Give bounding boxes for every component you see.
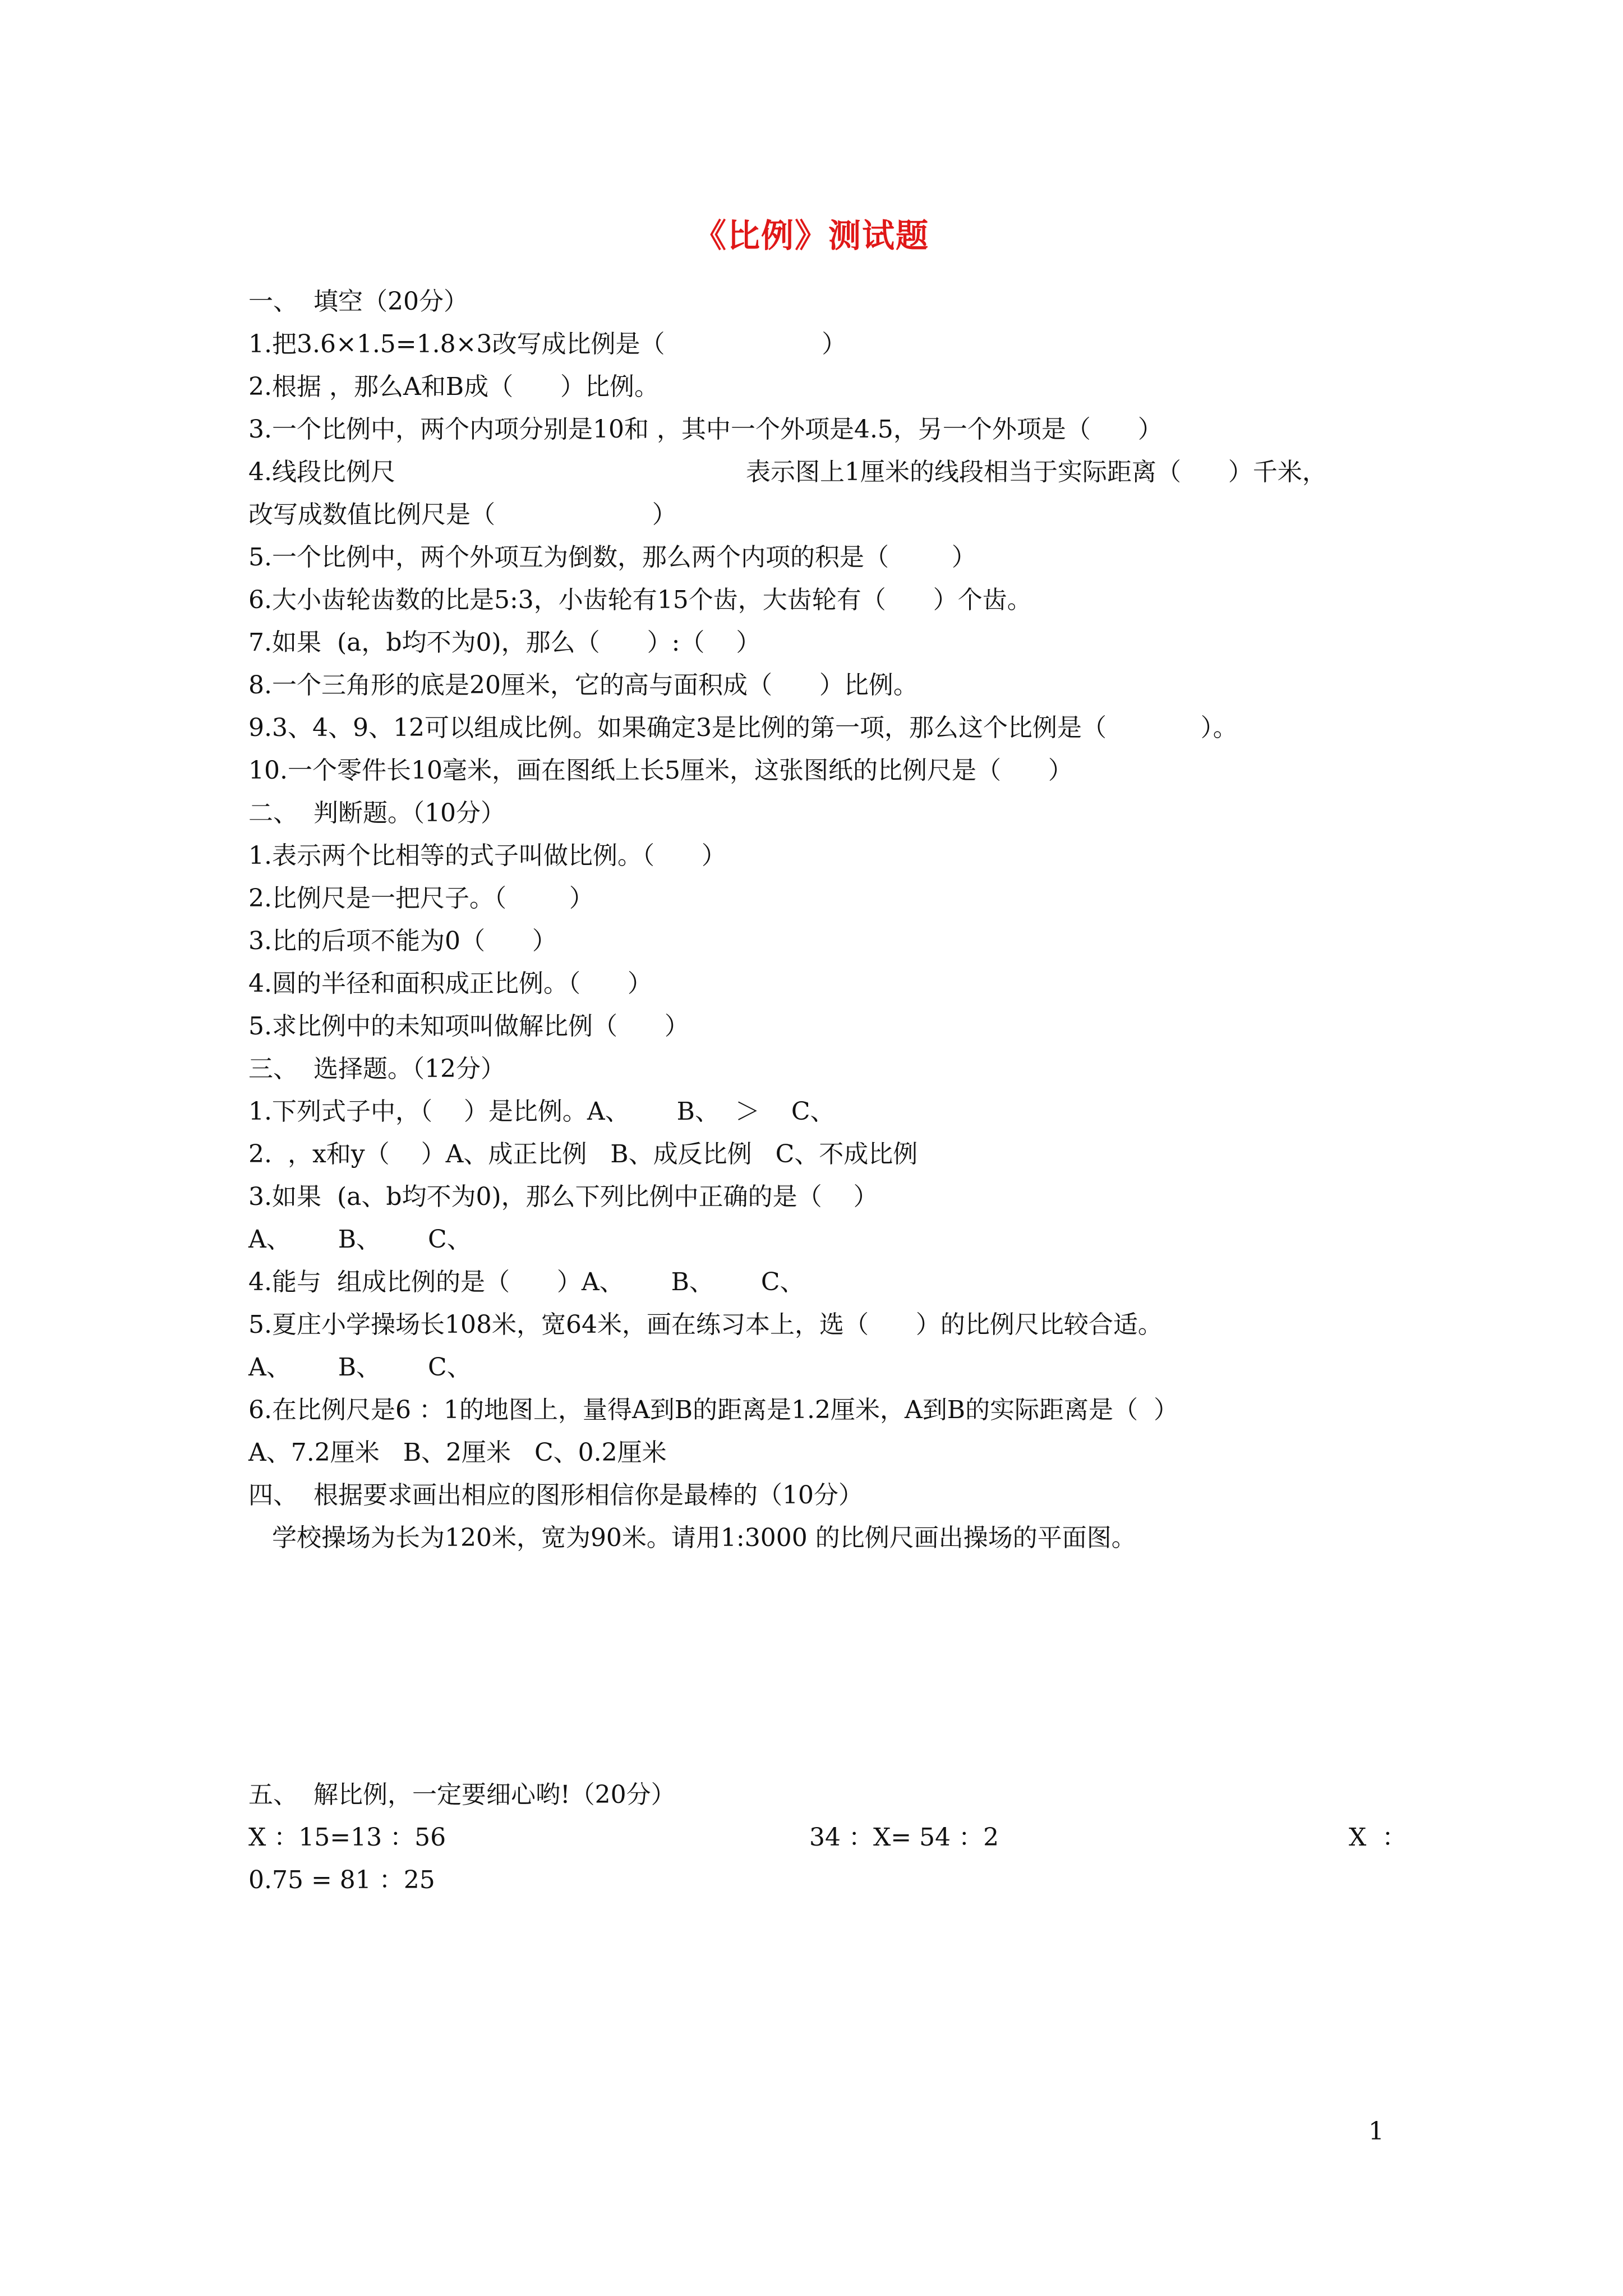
s1-question-7: 7.如果 (a，b均不为0)，那么（ ）:（ ） [248, 628, 761, 657]
s3-question-2: 2. ，x和y（ ）A、成正比例 B、成反比例 C、不成比例 [248, 1140, 918, 1168]
s5-equation-3-part-b: 0.75 = 81 ：25 [248, 1866, 435, 1894]
s3-question-3: 3.如果 (a、b均不为0)，那么下列比例中正确的是（ ） [248, 1182, 878, 1211]
section-2-heading: 二、 判断题。（10分） [248, 799, 505, 827]
section-5-heading: 五、 解比例，一定要细心哟!（20分） [248, 1780, 676, 1809]
s1-question-3: 3.一个比例中，两个内项分别是10和 ，其中一个外项是4.5，另一个外项是（ ） [248, 415, 1163, 444]
s1-question-5: 5.一个比例中，两个外项互为倒数，那么两个内项的积是（ ） [248, 543, 976, 572]
s1-question-10: 10.一个零件长10毫米，画在图纸上长5厘米，这张图纸的比例尺是（ ） [248, 756, 1073, 785]
s3-question-6-options: A、7.2厘米 B、2厘米 C、0.2厘米 [248, 1438, 667, 1467]
s1-question-2: 2.根据 ，那么A和B成（ ）比例。 [248, 372, 659, 401]
s1-question-4-part-c: 改写成数值比例尺是（ ） [248, 500, 677, 529]
s2-question-2: 2.比例尺是一把尺子。（ ） [248, 884, 594, 913]
s1-question-4-part-b: 表示图上1厘米的线段相当于实际距离（ ）千米， [746, 458, 1327, 486]
s1-question-9: 9.3、4、9、12可以组成比例。如果确定3是比例的第一项，那么这个比例是（ ）。 [248, 714, 1238, 742]
s5-equation-2: 34 ：X= 54 ：2 [809, 1823, 999, 1852]
s2-question-5: 5.求比例中的未知项叫做解比例（ ） [248, 1012, 689, 1041]
s5-equation-3-part-a: X ： [1349, 1823, 1407, 1852]
page-title: 《比例》测试题 [693, 217, 929, 255]
s1-question-8: 8.一个三角形的底是20厘米，它的高与面积成（ ）比例。 [248, 671, 918, 700]
s3-question-6: 6.在比例尺是6 ：1的地图上，量得A到B的距离是1.2厘米，A到B的实际距离是（ ） [248, 1396, 1179, 1424]
section-4-heading: 四、 根据要求画出相应的图形相信你是最棒的（10分） [248, 1481, 863, 1510]
s3-question-3-options: A、 B、 C、 [248, 1225, 472, 1254]
s1-question-1: 1.把3.6×1.5=1.8×3改写成比例是（ ） [248, 330, 847, 358]
section-1-heading: 一、 填空（20分） [248, 287, 468, 316]
s1-question-6: 6.大小齿轮齿数的比是5:3，小齿轮有15个齿，大齿轮有（ ）个齿。 [248, 586, 1032, 614]
s1-question-4-part-a: 4.线段比例尺 [248, 458, 395, 486]
s4-instruction: 学校操场为长为120米，宽为90米。请用1:3000 的比例尺画出操场的平面图。 [248, 1524, 1136, 1552]
s3-question-5-options: A、 B、 C、 [248, 1353, 472, 1382]
s3-question-1: 1.下列式子中，（ ）是比例。A、 B、 ＞ C、 [248, 1097, 835, 1126]
page-number: 1 [1368, 2117, 1384, 2146]
s5-equation-1: X ：15=13 ：56 [248, 1823, 446, 1852]
s3-question-4: 4.能与 组成比例的是（ ）A、 B、 C、 [248, 1268, 805, 1296]
s3-question-5: 5.夏庄小学操场长108米，宽64米，画在练习本上，选（ ）的比例尺比较合适。 [248, 1310, 1163, 1339]
s2-question-4: 4.圆的半径和面积成正比例。（ ） [248, 969, 652, 998]
section-3-heading: 三、 选择题。（12分） [248, 1055, 505, 1083]
s2-question-1: 1.表示两个比相等的式子叫做比例。（ ） [248, 841, 726, 870]
s2-question-3: 3.比的后项不能为0（ ） [248, 927, 557, 955]
